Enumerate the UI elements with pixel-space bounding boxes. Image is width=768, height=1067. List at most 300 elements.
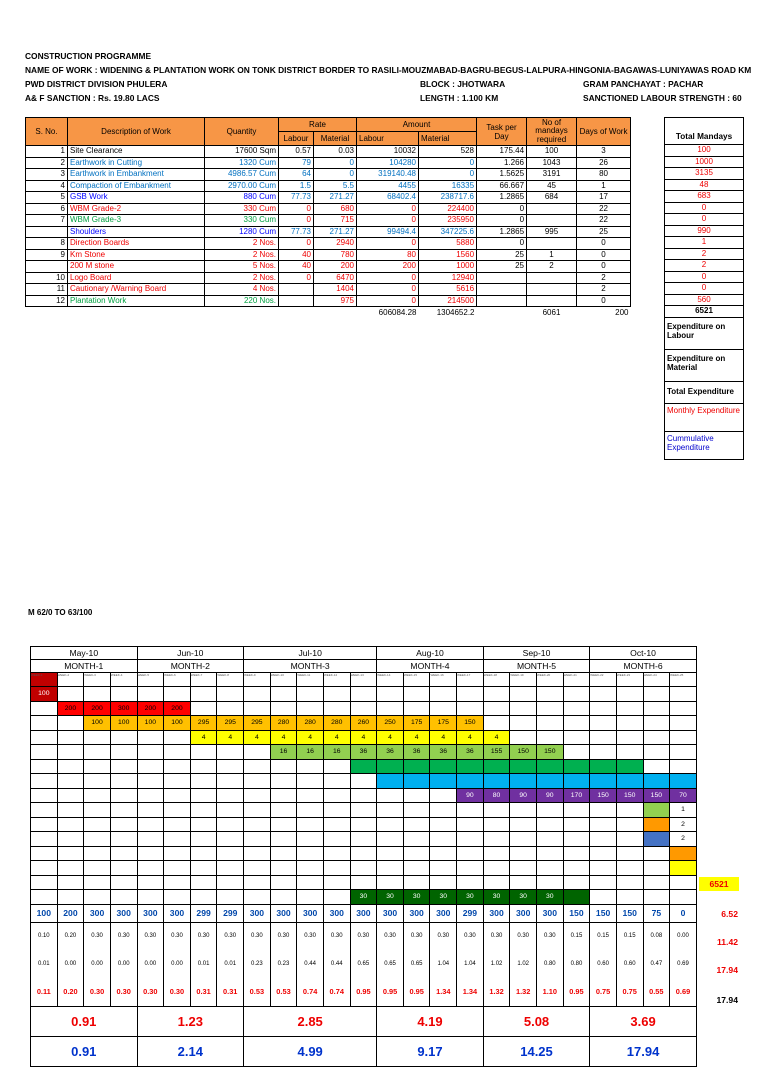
exp-material: 0.65 — [403, 950, 430, 978]
cell-rate-material: 2940 — [314, 238, 357, 250]
cell-task — [477, 284, 527, 296]
schedule-bar-cell — [84, 817, 111, 832]
exp-labour: 0.30 — [483, 922, 510, 950]
cell-rate-labour: 64 — [279, 169, 314, 181]
cell-mandays: 995 — [527, 226, 577, 238]
schedule-bar-row — [31, 846, 697, 861]
cell-amt-labour: 104280 — [357, 157, 419, 169]
schedule-bar-cell — [31, 745, 58, 760]
cell-rate-labour: 79 — [279, 157, 314, 169]
weekly-total: 299 — [457, 904, 484, 922]
month-name-cell: Sep-10 — [483, 647, 590, 660]
schedule-bar-cell — [57, 774, 84, 789]
weekly-total: 200 — [57, 904, 84, 922]
exp-total: 0.95 — [350, 978, 377, 1006]
schedule-bar-cell — [483, 687, 510, 702]
schedule-bar-cell: 175 — [430, 716, 457, 731]
schedule-bar-cell — [31, 832, 58, 847]
schedule-bar-cell — [483, 846, 510, 861]
cell-sno — [26, 261, 68, 273]
schedule-bar-cell — [164, 832, 191, 847]
schedule-bar-cell — [590, 875, 617, 890]
cell-qty: 2 Nos. — [205, 272, 279, 284]
schedule-bar-cell — [457, 832, 484, 847]
exp-labour: 0.30 — [84, 922, 111, 950]
schedule-bar-cell: 30 — [537, 890, 564, 905]
schedule-bar-cell — [350, 861, 377, 876]
schedule-bar-cell: 30 — [377, 890, 404, 905]
side-mandays-value: 48 — [664, 180, 744, 192]
side-mandays-value: 683 — [664, 191, 744, 203]
schedule-bar-cell: 280 — [323, 716, 350, 731]
schedule-bar-row — [31, 759, 697, 774]
schedule-bar-cell — [57, 730, 84, 745]
schedule-bar-cell — [350, 875, 377, 890]
cell-days: 1 — [577, 180, 631, 192]
schedule-bar-cell — [270, 817, 297, 832]
side-mandays-value: 560 — [664, 295, 744, 307]
side-mandays-value: 0 — [664, 203, 744, 215]
schedule-bar-cell — [483, 759, 510, 774]
schedule-bar-cell — [84, 890, 111, 905]
schedule-bar-cell — [217, 788, 244, 803]
schedule-bar-cell — [377, 759, 404, 774]
cell-rate-material: 680 — [314, 203, 357, 215]
exp-total: 0.75 — [616, 978, 643, 1006]
schedule-bar-cell — [31, 759, 58, 774]
work-row — [26, 272, 631, 284]
schedule-bar-cell — [670, 701, 697, 716]
cell-mandays — [527, 284, 577, 296]
schedule-bar-cell — [403, 687, 430, 702]
block: BLOCK : JHOTWARA — [420, 79, 506, 89]
cell-mandays: 45 — [527, 180, 577, 192]
schedule-bar-cell — [510, 832, 537, 847]
cell-task: 1.266 — [477, 157, 527, 169]
cumulative-exp-cell: 14.25 — [483, 1036, 590, 1066]
cell-rate-labour: 40 — [279, 261, 314, 273]
side-mandays-value: 1000 — [664, 157, 744, 169]
schedule-bar-cell — [217, 759, 244, 774]
schedule-bar-cell — [510, 759, 537, 774]
schedule-bar-cell — [297, 832, 324, 847]
work-row — [26, 169, 631, 181]
schedule-bar-cell — [217, 774, 244, 789]
month-name-cell: Jun-10 — [137, 647, 244, 660]
month-name-cell: May-10 — [31, 647, 138, 660]
schedule-bar-cell: 16 — [270, 745, 297, 760]
schedule-bar-cell — [616, 817, 643, 832]
month-label-cell: MONTH-4 — [377, 660, 484, 673]
cell-rate-labour: 77.73 — [279, 226, 314, 238]
schedule-bar-cell — [297, 759, 324, 774]
schedule-bar-cell — [244, 817, 271, 832]
cell-amt-material: 528 — [419, 146, 477, 158]
schedule-bar-cell — [616, 774, 643, 789]
cell-amt-material: 16335 — [419, 180, 477, 192]
schedule-bar-cell — [643, 803, 670, 818]
schedule-bar-cell — [190, 701, 217, 716]
schedule-bar-cell — [244, 759, 271, 774]
cumulative-exp-cell: 17.94 — [590, 1036, 697, 1066]
monthly-exp-cell: 0.91 — [31, 1006, 138, 1036]
schedule-bar-cell — [430, 701, 457, 716]
cell-amt-material: 12940 — [419, 272, 477, 284]
cell-amt-labour: 68402.4 — [357, 192, 419, 204]
schedule-bar-cell — [164, 745, 191, 760]
cumulative-exp — [31, 1036, 697, 1066]
schedule-bar-cell — [563, 759, 590, 774]
labour-strength: SANCTIONED LABOUR STRENGTH : 60 — [583, 93, 742, 103]
schedule-bar-cell — [403, 861, 430, 876]
schedule-bar-cell — [297, 846, 324, 861]
exp-labour: 0.08 — [643, 922, 670, 950]
schedule-bar-cell — [323, 890, 350, 905]
schedule-bar-cell — [190, 803, 217, 818]
schedule-bar-cell — [270, 759, 297, 774]
col-rate-labour: Labour — [279, 132, 314, 146]
schedule-bar-cell — [244, 846, 271, 861]
schedule-bar-cell: 175 — [403, 716, 430, 731]
schedule-bar-cell: 4 — [377, 730, 404, 745]
blank-cell — [314, 307, 357, 319]
side-mandays-value: 0 — [664, 283, 744, 295]
schedule-bar-cell — [297, 803, 324, 818]
cell-task: 0 — [477, 203, 527, 215]
schedule-bar-cell — [31, 861, 58, 876]
schedule-bar-cell — [137, 687, 164, 702]
exp-total: 1.32 — [510, 978, 537, 1006]
schedule-bar-row — [31, 716, 697, 731]
weekly-total: 300 — [137, 904, 164, 922]
exp-material: 0.44 — [297, 950, 324, 978]
cell-task — [477, 295, 527, 307]
cell-amt-material: 347225.6 — [419, 226, 477, 238]
cell-desc: Compaction of Embankment — [68, 180, 205, 192]
schedule-bar-cell: 4 — [350, 730, 377, 745]
schedule-bar-cell — [643, 890, 670, 905]
schedule-bar-cell: 90 — [537, 788, 564, 803]
schedule-bar-cell — [563, 861, 590, 876]
schedule-bar-cell — [164, 861, 191, 876]
schedule-bar-cell — [510, 774, 537, 789]
schedule-bar-cell — [297, 687, 324, 702]
schedule-bar-cell — [217, 861, 244, 876]
schedule-bar-cell — [190, 861, 217, 876]
week-label: WEEK-9 — [244, 673, 271, 687]
cell-amt-labour: 319140.48 — [357, 169, 419, 181]
construction-schedule — [30, 646, 697, 1067]
schedule-bar-cell — [590, 803, 617, 818]
month-label-cell: MONTH-5 — [483, 660, 590, 673]
monthly-exp-cell: 3.69 — [590, 1006, 697, 1036]
week-label: WEEK-3 — [84, 673, 111, 687]
schedule-bar-cell — [403, 875, 430, 890]
cell-amt-labour: 10032 — [357, 146, 419, 158]
week-label: WEEK-7 — [190, 673, 217, 687]
schedule-bar-cell — [323, 817, 350, 832]
schedule-bar-cell — [457, 803, 484, 818]
cell-qty: 1280 Cum — [205, 226, 279, 238]
schedule-bar-cell — [270, 774, 297, 789]
schedule-bar-cell — [57, 846, 84, 861]
schedule-bar-cell — [643, 774, 670, 789]
schedule-bar-cell — [377, 803, 404, 818]
schedule-bar-cell: 4 — [190, 730, 217, 745]
schedule-bar-cell — [590, 832, 617, 847]
schedule-bar-cell: 150 — [616, 788, 643, 803]
cell-mandays — [527, 215, 577, 227]
cell-mandays — [527, 203, 577, 215]
cell-days: 26 — [577, 157, 631, 169]
schedule-bar-cell — [430, 788, 457, 803]
total-exp: 17.94 — [716, 965, 738, 975]
schedule-bar-cell — [377, 875, 404, 890]
cell-sno: 8 — [26, 238, 68, 250]
schedule-bar-cell — [670, 759, 697, 774]
schedule-bar-cell — [164, 788, 191, 803]
exp-material: 0.69 — [670, 950, 697, 978]
schedule-bar-cell: 4 — [323, 730, 350, 745]
monthly-exp-cell: 5.08 — [483, 1006, 590, 1036]
cell-desc: WBM Grade-2 — [68, 203, 205, 215]
weekly-total: 100 — [31, 904, 58, 922]
week-label: WEEK-4 — [110, 673, 137, 687]
schedule-bar-cell — [563, 846, 590, 861]
schedule-bar-cell — [244, 788, 271, 803]
km-range: M 62/0 TO 63/100 — [28, 608, 93, 617]
schedule-bar-cell: 1 — [670, 803, 697, 818]
schedule-bar-cell — [643, 759, 670, 774]
cell-task: 0 — [477, 215, 527, 227]
month-name-cell: Aug-10 — [377, 647, 484, 660]
cell-rate-material: 0 — [314, 157, 357, 169]
weekly-total: 300 — [430, 904, 457, 922]
cell-rate-material: 6470 — [314, 272, 357, 284]
schedule-bar-cell — [590, 687, 617, 702]
schedule-bar-cell — [190, 788, 217, 803]
schedule-bar-cell — [190, 745, 217, 760]
weekly-total: 150 — [616, 904, 643, 922]
schedule-bar-cell — [110, 730, 137, 745]
cell-amt-labour: 80 — [357, 249, 419, 261]
schedule-bar-cell: 155 — [483, 745, 510, 760]
week-label: WEEK-21 — [563, 673, 590, 687]
schedule-bar-cell — [110, 788, 137, 803]
total-mandays-column — [664, 117, 744, 460]
schedule-bar-cell — [350, 788, 377, 803]
exp-material: 0.65 — [350, 950, 377, 978]
cell-desc: WBM Grade-3 — [68, 215, 205, 227]
cell-sno: 5 — [26, 192, 68, 204]
cell-amt-material: 1560 — [419, 249, 477, 261]
schedule-bar-cell — [244, 701, 271, 716]
schedule-bar-cell — [457, 861, 484, 876]
cell-task — [477, 272, 527, 284]
cell-qty: 4 Nos. — [205, 284, 279, 296]
schedule-bar-cell — [270, 890, 297, 905]
exp-total: 0.30 — [137, 978, 164, 1006]
schedule-bar-cell — [217, 846, 244, 861]
schedule-bar-cell — [403, 788, 430, 803]
weekly-total: 299 — [217, 904, 244, 922]
schedule-bar-cell — [244, 803, 271, 818]
exp-labour: 0.20 — [57, 922, 84, 950]
weekly-total: 150 — [563, 904, 590, 922]
cell-amt-labour: 0 — [357, 272, 419, 284]
schedule-bar-cell — [297, 861, 324, 876]
schedule-bar-cell — [137, 759, 164, 774]
schedule-bar-cell — [84, 875, 111, 890]
col-mandays: No of mandays required — [527, 118, 577, 146]
schedule-bar-cell — [537, 832, 564, 847]
schedule-bar-cell: 30 — [483, 890, 510, 905]
week-label: WEEK-16 — [430, 673, 457, 687]
schedule-bar-cell — [137, 832, 164, 847]
schedule-bar-cell — [643, 817, 670, 832]
exp-total: 0.75 — [590, 978, 617, 1006]
exp-labour: 0.10 — [31, 922, 58, 950]
cell-mandays — [527, 272, 577, 284]
schedule-bar-cell — [377, 832, 404, 847]
schedule-bar-cell — [270, 788, 297, 803]
cell-days: 2 — [577, 284, 631, 296]
week-label: WEEK-5 — [137, 673, 164, 687]
week-label: WEEK-22 — [590, 673, 617, 687]
cell-desc: 200 M stone — [68, 261, 205, 273]
exp-total: 0.20 — [57, 978, 84, 1006]
schedule-bar-cell: 280 — [270, 716, 297, 731]
cell-sno: 9 — [26, 249, 68, 261]
schedule-bar-cell — [643, 687, 670, 702]
exp-total: 0.53 — [244, 978, 271, 1006]
grand-total-mandays: 6521 — [699, 877, 739, 891]
schedule-bar-cell: 16 — [297, 745, 324, 760]
exp-material: 0.23 — [244, 950, 271, 978]
cell-rate-labour: 77.73 — [279, 192, 314, 204]
schedule-bar-cell — [643, 846, 670, 861]
schedule-bar-row — [31, 788, 697, 803]
weekly-total: 300 — [483, 904, 510, 922]
schedule-bar-cell — [244, 774, 271, 789]
schedule-bar-cell — [244, 875, 271, 890]
cell-task: 25 — [477, 249, 527, 261]
schedule-bar-cell — [430, 817, 457, 832]
schedule-bar-cell — [110, 875, 137, 890]
blank-cell — [26, 307, 68, 319]
schedule-bar-cell — [457, 846, 484, 861]
schedule-bar-cell — [84, 846, 111, 861]
cell-rate-material: 1404 — [314, 284, 357, 296]
exp-total: 0.30 — [84, 978, 111, 1006]
exp-total: 0.95 — [563, 978, 590, 1006]
schedule-bar-cell — [57, 875, 84, 890]
schedule-bar-cell — [537, 803, 564, 818]
exp-labour: 0.30 — [217, 922, 244, 950]
schedule-bar-cell — [563, 701, 590, 716]
schedule-bar-cell — [430, 774, 457, 789]
total-exp-label: Total Expenditure — [664, 382, 744, 404]
schedule-bar-cell — [670, 730, 697, 745]
exp-labour: 0.30 — [164, 922, 191, 950]
cell-days: 3 — [577, 146, 631, 158]
col-task: Task per Day — [477, 118, 527, 146]
cell-sno: 4 — [26, 180, 68, 192]
schedule-bar-cell — [430, 759, 457, 774]
schedule-bar-cell — [457, 875, 484, 890]
schedule-bar-cell — [110, 832, 137, 847]
schedule-bar-cell — [84, 774, 111, 789]
cell-mandays: 3191 — [527, 169, 577, 181]
cell-qty: 1320 Cum — [205, 157, 279, 169]
side-mandays-value: 100 — [664, 145, 744, 157]
works-table — [25, 117, 631, 318]
cell-rate-material: 975 — [314, 295, 357, 307]
exp-material: 0.80 — [537, 950, 564, 978]
total-mandays: 6061 — [542, 307, 561, 317]
schedule-bar-cell — [510, 803, 537, 818]
cumulative-exp-label: Cummulative Expenditure — [664, 432, 744, 460]
schedule-bar-cell — [244, 745, 271, 760]
work-row — [26, 157, 631, 169]
cell-rate-material: 200 — [314, 261, 357, 273]
schedule-bar-cell — [377, 774, 404, 789]
work-row — [26, 238, 631, 250]
monthly-exp-cell: 1.23 — [137, 1006, 244, 1036]
schedule-bar-cell — [377, 687, 404, 702]
side-mandays-value: 1 — [664, 237, 744, 249]
schedule-bar-cell: 295 — [244, 716, 271, 731]
schedule-bar-row — [31, 861, 697, 876]
cell-rate-material: 271.27 — [314, 192, 357, 204]
schedule-bar-cell: 100 — [84, 716, 111, 731]
schedule-bar-cell: 150 — [510, 745, 537, 760]
exp-material: 0.00 — [137, 950, 164, 978]
schedule-bar-cell — [403, 759, 430, 774]
schedule-bar-cell — [377, 861, 404, 876]
cell-amt-labour: 0 — [357, 238, 419, 250]
cell-amt-material: 224400 — [419, 203, 477, 215]
exp-labour: 0.30 — [430, 922, 457, 950]
col-desc: Description of Work — [68, 118, 205, 146]
exp-total: 0.95 — [403, 978, 430, 1006]
schedule-bar-cell — [537, 687, 564, 702]
schedule-bar-cell: 70 — [670, 788, 697, 803]
cell-amt-labour: 0 — [357, 295, 419, 307]
schedule-bar-cell — [403, 774, 430, 789]
cell-days: 0 — [577, 249, 631, 261]
schedule-bar-cell — [31, 788, 58, 803]
cell-amt-labour: 0 — [357, 215, 419, 227]
cell-task: 175.44 — [477, 146, 527, 158]
cell-desc: Earthwork in Cutting — [68, 157, 205, 169]
schedule-bar-cell: 100 — [164, 716, 191, 731]
schedule-bar-cell — [110, 817, 137, 832]
month-label-cell: MONTH-2 — [137, 660, 244, 673]
work-row — [26, 226, 631, 238]
blank-cell — [205, 307, 279, 319]
cell-days: 0 — [577, 238, 631, 250]
month-label-cell: MONTH-6 — [590, 660, 697, 673]
schedule-bar-cell — [457, 759, 484, 774]
cell-amt-labour: 0 — [357, 284, 419, 296]
schedule-bar-cell — [643, 875, 670, 890]
schedule-bar-cell — [616, 890, 643, 905]
schedule-bar-cell — [483, 817, 510, 832]
side-mandays-value: 6521 — [664, 306, 744, 318]
exp-total: 0.31 — [190, 978, 217, 1006]
cell-rate-labour: 1.5 — [279, 180, 314, 192]
